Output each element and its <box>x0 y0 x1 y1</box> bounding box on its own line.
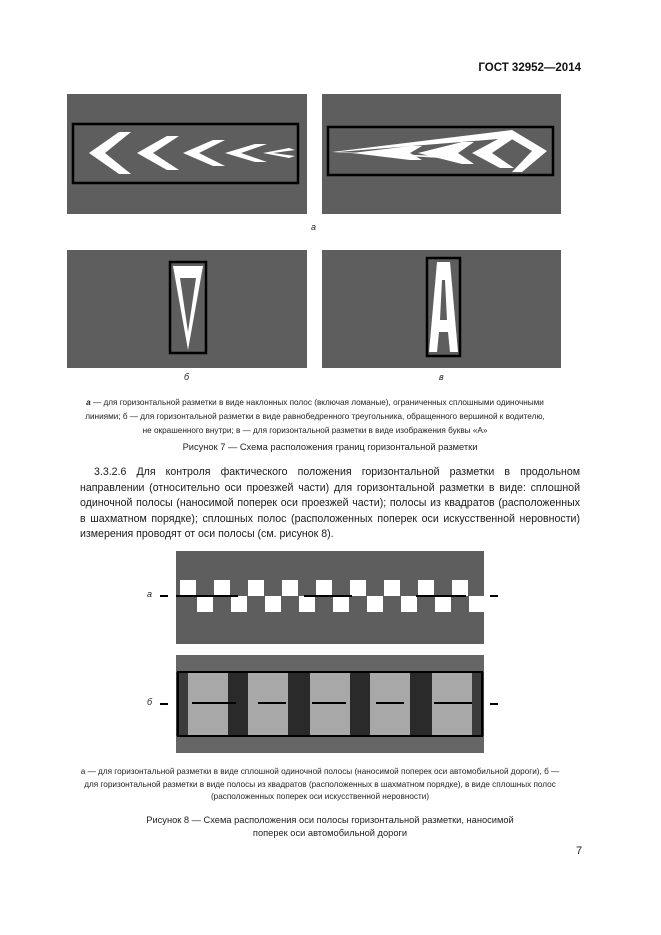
standard-number: ГОСТ 32952—2014 <box>478 62 581 74</box>
figure7-panel-a-left <box>67 94 307 214</box>
axis-dash-left-a <box>160 595 168 597</box>
axis-dash-left-b <box>160 703 168 705</box>
checker-square <box>282 580 298 596</box>
checker-square <box>265 596 281 612</box>
checker-square <box>469 596 484 612</box>
figure7-panel-b <box>67 250 307 368</box>
checker-square <box>299 596 315 612</box>
checker-square <box>435 596 451 612</box>
checker-square <box>214 580 230 596</box>
checker-square <box>197 596 213 612</box>
figure8-caption-line1: Рисунок 8 — Схема расположения оси полосы горизонтальной разметки, наносимой <box>146 815 514 825</box>
figure8-legend: а — для горизонтальной разметки в виде сплошной одиночной полосы (наносимой поперек оси автомобильной дороги), б — для горизонтальной разметки в виде полосы из квадратов (расположенных в шахматном порядке), в виде сплошных полос (расположенных поперек оси искусственной неровности) <box>80 767 560 801</box>
checker-square <box>231 596 247 612</box>
paragraph-text: 3.3.2.6 Для контроля фактического положения горизонтальной разметки в продольном направлении (относительно оси проезжей части) для горизонтальной разметки в виде: сплошной одиночной полосы (наносимой поперек оси проезжей части); полосы из квадратов (расположенных в шахматном порядке); сплошных полос (расположенных поперек оси искусственной неровности) измерения проводят от оси полосы (см. рисунок 8). <box>80 466 580 541</box>
figure8-panel-b <box>176 655 484 753</box>
figure7-label-b: б <box>184 372 190 382</box>
checker-square <box>418 580 434 596</box>
figure7-panel-a-right <box>322 94 561 214</box>
axis-dash-right-a <box>490 595 498 597</box>
chevron-right-marking <box>322 94 561 214</box>
figure7-legend-marker: а <box>86 398 91 407</box>
checker-square <box>367 596 383 612</box>
chevron-left-marking <box>67 94 307 214</box>
figure7-caption: Рисунок 7 — Схема расположения границ горизонтальной разметки <box>182 442 478 452</box>
checker-square <box>401 596 417 612</box>
checker-square <box>180 580 196 596</box>
axis-dash-right-b <box>490 703 498 705</box>
checker-square <box>384 580 400 596</box>
letter-a-marking <box>322 250 561 368</box>
checker-square <box>350 580 366 596</box>
figure8-caption-line2: поперек оси автомобильной дороги <box>252 828 408 838</box>
checker-square <box>248 580 264 596</box>
figure7-panel-v <box>322 250 561 368</box>
page-number: 7 <box>576 845 583 857</box>
triangle-marking <box>67 250 307 368</box>
figure8-panel-a <box>176 548 484 644</box>
figure7-legend <box>80 396 550 438</box>
figure7-label-v: в <box>439 372 444 382</box>
checker-square <box>452 580 468 596</box>
figure7-label-a: а <box>311 222 317 232</box>
body-paragraph <box>80 465 580 543</box>
checker-stripe-marking <box>176 548 484 644</box>
checker-square <box>333 596 349 612</box>
figure7-legend-text: — для горизонтальной разметки в виде наклонных полос (включая ломаные), ограниченных сплошными одиночными линиями; б — для горизонтальной разметки в виде равнобедренного треугольника, обращенного вершиной к водителю, не окрашенного внутри; в — для горизонтальной разметки в виде изображения буквы «А» <box>85 398 545 435</box>
speed-bump-stripes-marking <box>176 655 484 753</box>
checker-square <box>316 580 332 596</box>
figure8-label-b: б <box>147 697 153 707</box>
figure8-label-a: а <box>147 589 153 599</box>
figure8-caption <box>80 814 580 840</box>
